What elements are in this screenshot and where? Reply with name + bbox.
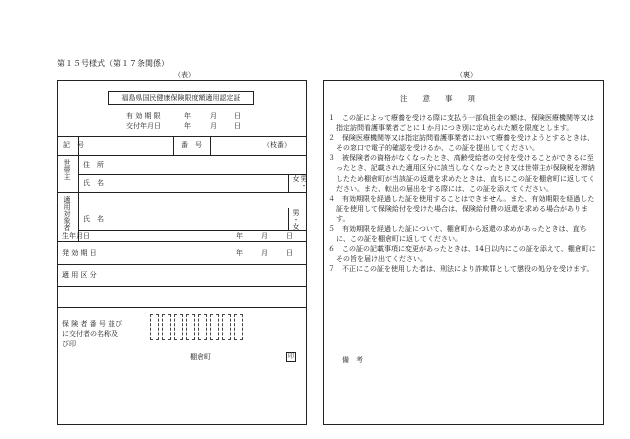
- category-label: 適 用 区 分: [62, 271, 97, 279]
- note-item: ３ 被保険者の資格がなくなったとき、高齢受給者の交付を受けることができるに至ったとき、記載された適用区分に該当しなくなったとき又は世帯主が保険税を滞納したため棚倉町が当該証の返還を求めたときは、直ちにこの証を棚倉町に返してください。また、転出の届出をする際には、この証を添えてください。: [328, 154, 595, 193]
- rule: [78, 230, 306, 231]
- remarks-label: 備 考: [342, 356, 363, 364]
- back-card: [323, 80, 604, 425]
- householder-gender: 男・女: [292, 175, 308, 189]
- insurer-name: 棚倉町: [190, 353, 211, 361]
- digit-box: [234, 314, 243, 340]
- householder-label: 世帯主: [63, 159, 71, 180]
- covered-gender: 男・女: [292, 209, 300, 230]
- rule: [58, 155, 306, 156]
- householder-name-label: 氏 名: [83, 179, 104, 187]
- rule: [58, 307, 306, 308]
- issue-year: 年: [184, 122, 191, 130]
- front-card: [57, 80, 307, 425]
- covered-person-label: 適用対象者: [63, 196, 71, 231]
- rule: [58, 192, 306, 193]
- note-item: １ この証によって療養を受ける際に支払う一部負担金の額は、保険医療機関等又は指定訪問看護事業者ごとに１か月につき別に定められた額を限度とします。: [328, 114, 594, 133]
- rule: [173, 136, 174, 155]
- symbol-label: 記 号: [63, 141, 84, 149]
- insurer-label: 保 険 者 番 号 並びに交付者の名称及び印: [62, 320, 123, 348]
- certificate-title: 福島県国民健康保険限度額適用認定証: [108, 91, 254, 105]
- digit-box: [210, 314, 219, 340]
- rule: [58, 136, 306, 137]
- validity-day: 日: [234, 112, 241, 120]
- rule: [288, 208, 289, 230]
- effective-day: 日: [286, 249, 293, 257]
- birth-year: 年: [236, 232, 243, 240]
- front-side-label: （表）: [174, 71, 195, 79]
- rule: [78, 155, 79, 241]
- note-item: ６ この証の記載事項に変更があったときは、14日以内にこの証を添えて、棚倉町にその旨を届け出てください。: [328, 245, 596, 264]
- digit-box: [162, 314, 171, 340]
- insurer-number-boxes: [150, 314, 246, 340]
- note-item: ４ 有効期限を経過した証を使用することはできません。また、有効期限を経過した証を使用して保険給付を受けた場合は、保険給付費の返還を求める場合があります。: [328, 194, 595, 223]
- digit-box: [198, 314, 207, 340]
- birth-month: 月: [261, 232, 268, 240]
- issue-month: 月: [210, 122, 217, 130]
- rule: [58, 264, 306, 265]
- effective-year: 年: [236, 249, 243, 257]
- note-item: ２ 保険医療機関等又は指定訪問看護事業者において療養を受けようとするときは、その窓口で電子的確認を受けるか、この証を提出してください。: [328, 134, 594, 153]
- rule: [288, 174, 289, 192]
- issue-day: 日: [234, 122, 241, 130]
- validity-month: 月: [210, 112, 217, 120]
- digit-box: [222, 314, 231, 340]
- notes-list: [328, 113, 598, 275]
- rule: [210, 136, 211, 155]
- seal-mark: 印: [287, 353, 294, 360]
- back-side-label: （裏）: [456, 71, 477, 79]
- note-item: ５ 有効期限を経過した証について、棚倉町から返還の求めがあったときは、直ちに、この証を棚倉町に返してください。: [328, 225, 587, 244]
- form-number: 第１５号様式（第１７条関係）: [57, 59, 169, 68]
- birth-day: 日: [286, 232, 293, 240]
- notes-title: 注 意 事 項: [400, 94, 475, 103]
- validity-label: 有 効 期 限: [126, 112, 161, 120]
- birth-date-label: 生年月日: [62, 232, 90, 240]
- digit-box: [174, 314, 183, 340]
- covered-name-label: 氏 名: [83, 215, 104, 223]
- digit-box: [150, 314, 159, 340]
- branch-number-label: （枝番）: [263, 141, 291, 149]
- issue-date-label: 交付年月日: [126, 122, 161, 130]
- effective-date-label: 発 効 期 日: [62, 249, 97, 257]
- digit-box: [186, 314, 195, 340]
- rule: [58, 286, 306, 287]
- validity-year: 年: [184, 112, 191, 120]
- address-label: 住 所: [83, 161, 104, 169]
- number-label: 番 号: [181, 141, 202, 149]
- rule: [78, 174, 306, 175]
- note-item: ７ 不正にこの証を使用した者は、刑法により詐欺罪として懲役の処分を受けます。: [328, 265, 594, 274]
- rule: [58, 241, 306, 242]
- effective-month: 月: [261, 249, 268, 257]
